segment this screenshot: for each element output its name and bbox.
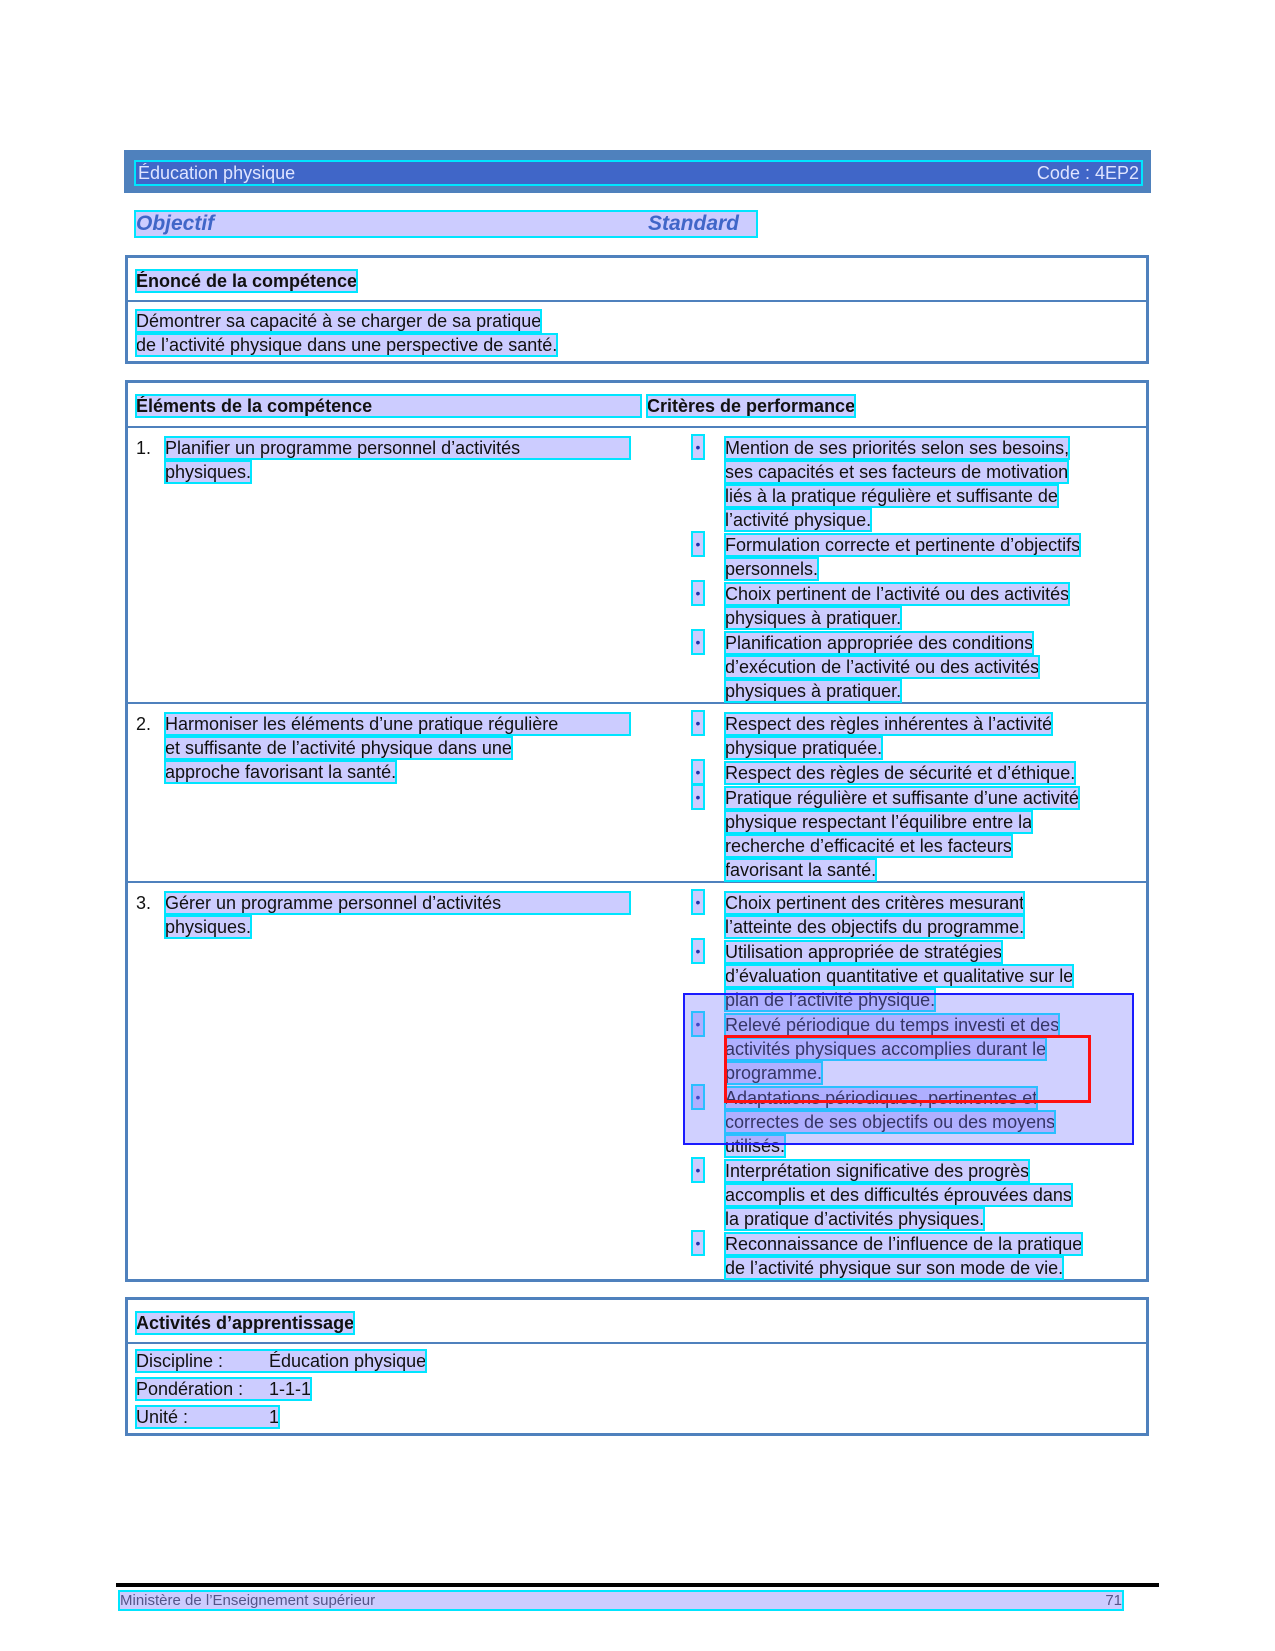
criterion-line: activités physiques accomplies durant le xyxy=(725,1039,1047,1059)
criterion-line: d’exécution de l’activité ou des activités xyxy=(725,657,1040,677)
footer-divider xyxy=(116,1583,1159,1587)
bullet-icon: • xyxy=(693,1086,703,1108)
element-number: 1. xyxy=(136,438,152,458)
elements-box xyxy=(125,380,1149,1282)
element-text xyxy=(165,436,630,484)
enonce-line: Démontrer sa capacité à se charger de sa pratique xyxy=(136,311,542,331)
criterion-line: Adaptations périodiques, pertinentes et xyxy=(725,1088,1038,1108)
ponderation-field xyxy=(136,1378,311,1400)
enonce-body xyxy=(128,302,1146,361)
criterion-line: accomplis et des difficultés éprouvées dans xyxy=(725,1185,1072,1205)
unite-label: Unité : xyxy=(136,1407,189,1427)
objectif-label: Objectif xyxy=(136,212,215,235)
element-line: Harmoniser les éléments d’une pratique régulière xyxy=(165,713,630,735)
criterion-line: Mention de ses priorités selon ses besoins, xyxy=(725,438,1070,458)
elements-header xyxy=(128,383,1146,428)
enonce-header xyxy=(128,258,1146,302)
element-line: physiques. xyxy=(165,917,252,937)
criterion-line: la pratique d’activités physiques. xyxy=(725,1209,985,1229)
unite-value: 1 xyxy=(269,1407,280,1427)
element-line: et suffisante de l’activité physique dans une xyxy=(165,738,512,758)
enonce-box xyxy=(125,255,1149,364)
bullet-icon: • xyxy=(693,786,703,808)
competence-row xyxy=(128,704,1146,883)
discipline-label: Discipline : xyxy=(136,1351,224,1371)
criteria-heading: Critères de performance xyxy=(647,396,856,416)
bullet-icon: • xyxy=(693,1232,703,1254)
element-number: 3. xyxy=(136,893,152,913)
criteria-list xyxy=(695,436,1081,704)
criterion-line: Formulation correcte et pertinente d’objectifs xyxy=(725,535,1081,555)
activites-header xyxy=(128,1300,1146,1344)
criterion-line: Relevé périodique du temps investi et des xyxy=(725,1015,1060,1035)
bullet-icon: • xyxy=(693,891,703,913)
enonce-heading: Énoncé de la compétence xyxy=(136,271,358,291)
criterion-item xyxy=(695,761,1079,785)
ponderation-label: Pondération : xyxy=(136,1379,244,1399)
criterion-line: d’évaluation quantitative et qualitative sur le xyxy=(725,966,1074,986)
criterion-line: Choix pertinent des critères mesurant xyxy=(725,893,1025,913)
bullet-icon: • xyxy=(693,940,703,962)
discipline-field xyxy=(136,1350,426,1372)
footer-ministry: Ministère de l’Enseignement supérieur xyxy=(120,1592,376,1609)
criterion-item xyxy=(695,1232,1083,1280)
criterion-line: physique pratiquée. xyxy=(725,738,883,758)
criterion-item xyxy=(695,582,1080,630)
criterion-line: favorisant la santé. xyxy=(725,860,877,880)
ponderation-value: 1-1-1 xyxy=(269,1379,312,1399)
criterion-line: ses capacités et ses facteurs de motivation xyxy=(725,462,1069,482)
element-line: Gérer un programme personnel d’activités xyxy=(165,892,630,914)
bullet-icon: • xyxy=(693,712,703,734)
criterion-line: physiques à pratiquer. xyxy=(725,608,902,628)
element-line: approche favorisant la santé. xyxy=(165,762,397,782)
bullet-icon: • xyxy=(693,582,703,604)
course-code: Code : 4EP2 xyxy=(1036,163,1139,183)
bullet-icon: • xyxy=(693,533,703,555)
criterion-item xyxy=(695,533,1081,581)
criterion-line: programme. xyxy=(725,1063,823,1083)
criterion-line: plan de l’activité physique. xyxy=(725,990,936,1010)
footer xyxy=(120,1592,1122,1609)
criterion-line: Respect des règles inhérentes à l’activité xyxy=(725,714,1053,734)
criterion-item xyxy=(695,436,1080,532)
criterion-line: physique respectant l’équilibre entre la xyxy=(725,812,1033,832)
criterion-line: Planification appropriée des conditions xyxy=(725,633,1034,653)
bullet-icon: • xyxy=(693,1013,703,1035)
criterion-item xyxy=(695,631,1080,703)
bullet-icon: • xyxy=(693,436,703,458)
criterion-line: l’activité physique. xyxy=(725,510,872,530)
criterion-line: physiques à pratiquer. xyxy=(725,681,902,701)
criterion-line: utilisés. xyxy=(725,1136,786,1156)
bullet-icon: • xyxy=(693,761,703,783)
element-line: physiques. xyxy=(165,462,252,482)
element-text xyxy=(165,712,630,784)
element-text xyxy=(165,891,630,939)
element-number: 2. xyxy=(136,714,152,734)
criterion-line: Choix pertinent de l’activité ou des activités xyxy=(725,584,1070,604)
bullet-icon: • xyxy=(693,631,703,653)
objectif-standard-row xyxy=(136,212,756,236)
criterion-item xyxy=(695,1159,1082,1231)
criterion-line: personnels. xyxy=(725,559,819,579)
discipline-value: Éducation physique xyxy=(269,1351,427,1371)
unite-field xyxy=(136,1406,279,1428)
criterion-line: Reconnaissance de l’influence de la pratique xyxy=(725,1234,1083,1254)
criteria-list xyxy=(695,712,1079,883)
activites-heading: Activités d’apprentissage xyxy=(136,1313,355,1333)
bullet-icon: • xyxy=(693,1159,703,1181)
criterion-item xyxy=(695,891,1082,939)
competence-row xyxy=(128,428,1146,704)
criterion-line: Respect des règles de sécurité et d’éthique. xyxy=(725,763,1076,783)
criterion-line: Interprétation significative des progrès xyxy=(725,1161,1030,1181)
element-line: Planifier un programme personnel d’activités xyxy=(165,437,630,459)
course-title: Éducation physique xyxy=(138,163,296,183)
criterion-line: Utilisation appropriée de stratégies xyxy=(725,942,1003,962)
page-number: 71 xyxy=(1105,1592,1122,1609)
criterion-line: correctes de ses objectifs ou des moyens xyxy=(725,1112,1056,1132)
standard-label: Standard xyxy=(648,212,740,235)
elements-heading: Éléments de la compétence xyxy=(136,395,641,417)
activites-box xyxy=(125,1297,1149,1436)
criterion-line: Pratique régulière et suffisante d’une activité xyxy=(725,788,1079,808)
focus-rectangle xyxy=(724,1035,1091,1103)
criterion-item xyxy=(695,712,1079,760)
criterion-line: l’atteinte des objectifs du programme. xyxy=(725,917,1025,937)
criterion-item xyxy=(695,786,1079,882)
criterion-line: liés à la pratique régulière et suffisante de xyxy=(725,486,1058,506)
enonce-line: de l’activité physique dans une perspective de santé. xyxy=(136,335,558,355)
header-bar xyxy=(124,150,1151,193)
activites-body xyxy=(128,1344,1146,1434)
criterion-line: de l’activité physique sur son mode de vie. xyxy=(725,1258,1064,1278)
criterion-line: recherche d’efficacité et les facteurs xyxy=(725,836,1012,856)
